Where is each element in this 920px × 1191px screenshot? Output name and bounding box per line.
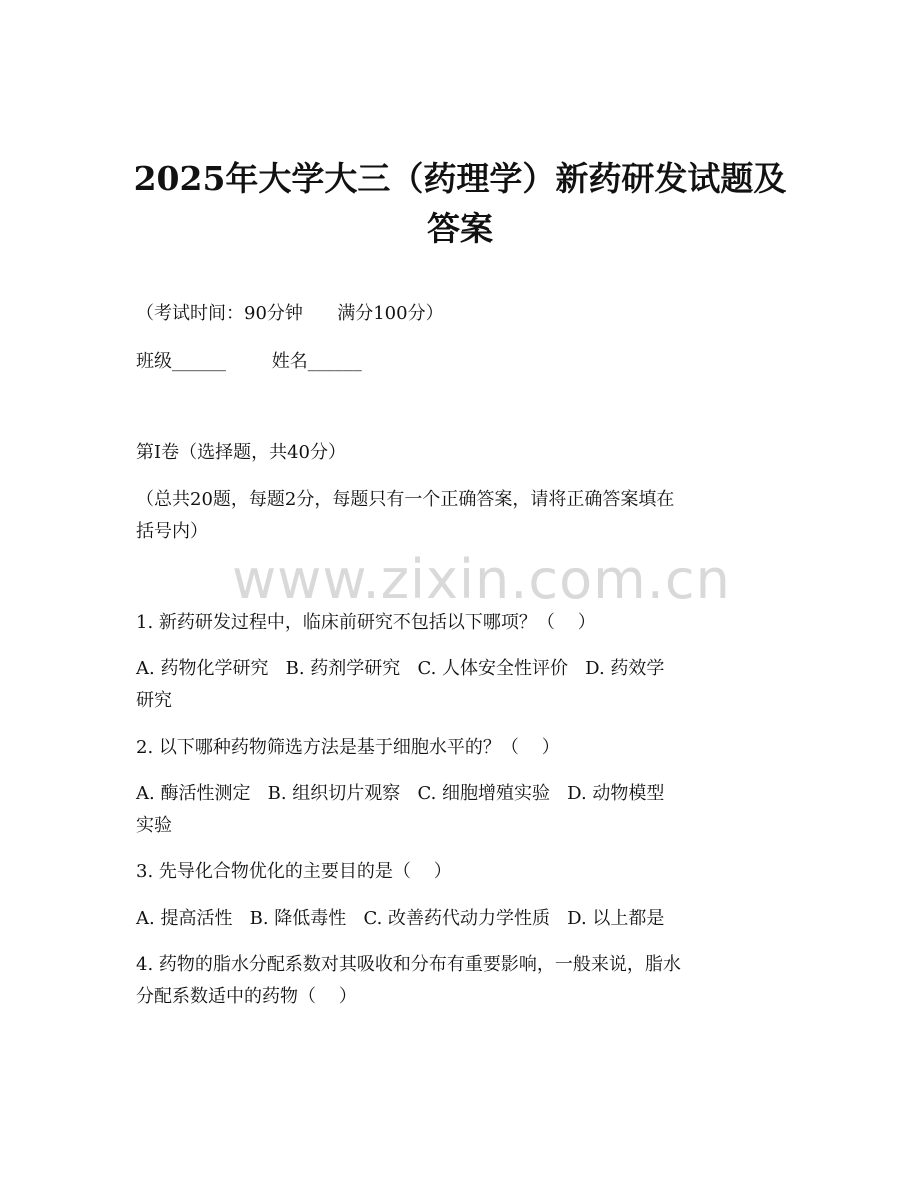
- document-title-line1: 2025年大学大三（药理学）新药研发试题及: [133, 159, 787, 198]
- section-heading: 第I卷（选择题，共40分）: [136, 442, 347, 463]
- question-2-options-line2: 实验: [136, 815, 172, 836]
- question-1-options-line1: A. 药物化学研究 B. 药剂学研究 C. 人体安全性评价 D. 药效学: [136, 658, 665, 679]
- exam-info: （考试时间：90分钟 满分100分）: [136, 303, 444, 324]
- question-4-stem-line2: 分配系数适中的药物（ ）: [136, 986, 357, 1007]
- section-instruction-line1: （总共20题，每题2分，每题只有一个正确答案，请将正确答案填在: [136, 489, 675, 510]
- student-fields: 班级______ 姓名______: [136, 351, 362, 372]
- question-4-stem-line1: 4. 药物的脂水分配系数对其吸收和分布有重要影响，一般来说，脂水: [136, 954, 681, 975]
- question-1-stem: 1. 新药研发过程中，临床前研究不包括以下哪项？（ ）: [136, 612, 596, 633]
- question-2-stem: 2. 以下哪种药物筛选方法是基于细胞水平的？（ ）: [136, 737, 560, 758]
- question-3-stem: 3. 先导化合物优化的主要目的是（ ）: [136, 861, 452, 882]
- watermark-text: www.zixin.com.cn: [232, 548, 731, 611]
- question-3-options-line1: A. 提高活性 B. 降低毒性 C. 改善药代动力学性质 D. 以上都是: [136, 908, 665, 929]
- section-instruction-line2: 括号内）: [136, 521, 208, 542]
- question-1-options-line2: 研究: [136, 690, 172, 711]
- document-title-line2: 答案: [427, 209, 493, 248]
- question-2-options-line1: A. 酶活性测定 B. 组织切片观察 C. 细胞增殖实验 D. 动物模型: [136, 783, 665, 804]
